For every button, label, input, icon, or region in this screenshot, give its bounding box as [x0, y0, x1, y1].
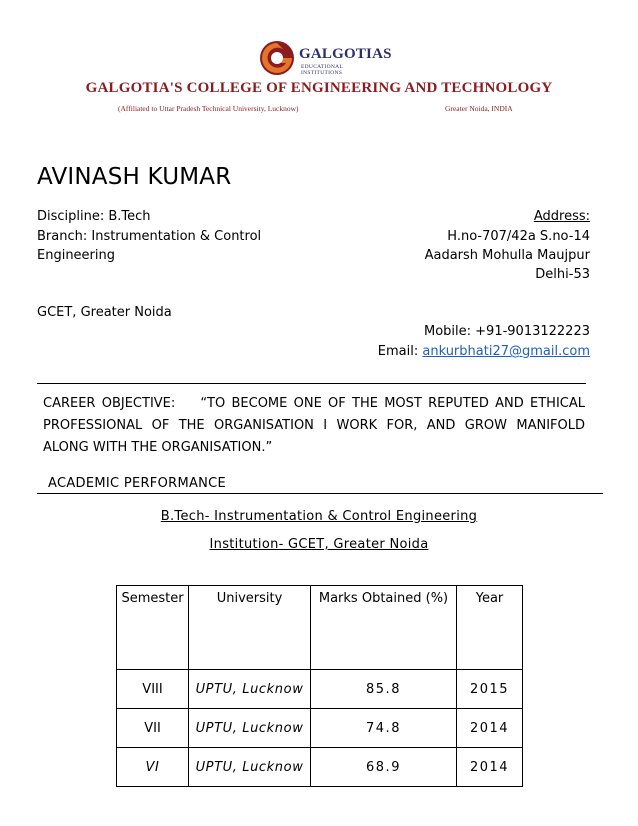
- year-cell: 2014: [457, 709, 523, 748]
- col-semester: Semester: [117, 586, 189, 670]
- discipline: Discipline: B.Tech: [37, 209, 151, 224]
- address-line-1: H.no-707/42a S.no-14: [447, 229, 590, 244]
- address-line-2: Aadarsh Mohulla Maujpur: [424, 248, 590, 263]
- address-line-3: Delhi-53: [535, 267, 590, 282]
- table-row: [117, 709, 523, 748]
- marks-cell: 74.8: [311, 709, 457, 748]
- objective-text: “TO BECOME ONE OF THE MOST REPUTED AND ETHICAL PROFESSIONAL OF THE ORGANISATION I WORK FOR, AND GROW MANIFOLD ALONG WITH THE ORGANISATION.”: [43, 396, 585, 455]
- address-heading: Address:: [533, 209, 590, 224]
- email-label: Email:: [377, 344, 423, 359]
- marks-cell: 85.8: [311, 670, 457, 709]
- objective-label: CAREER OBJECTIVE:: [43, 396, 176, 411]
- college-logo: [255, 38, 392, 78]
- career-objective: [43, 393, 585, 455]
- table-row: [117, 670, 523, 709]
- email-line: [378, 344, 590, 359]
- academic-table: [116, 585, 523, 787]
- logo-subtitle: EDUCATIONAL INSTITUTIONS: [301, 64, 343, 76]
- university-cell: UPTU, Lucknow: [189, 709, 311, 748]
- mobile-number: Mobile: +91-9013122223: [424, 324, 590, 339]
- academic-heading: ACADEMIC PERFORMANCE: [48, 476, 227, 491]
- year-cell: 2014: [457, 748, 523, 787]
- section-divider: [37, 383, 586, 384]
- semester-cell: VII: [117, 709, 189, 748]
- course-title: B.Tech- Instrumentation & Control Engineering: [160, 509, 478, 524]
- year-cell: 2015: [457, 670, 523, 709]
- table-header-row: [117, 586, 523, 670]
- table-row: [117, 748, 523, 787]
- col-marks: Marks Obtained (%): [311, 586, 457, 670]
- semester-cell: VI: [117, 748, 189, 787]
- institution-title: Institution- GCET, Greater Noida: [209, 537, 429, 552]
- semester-cell: VIII: [117, 670, 189, 709]
- academic-divider: [37, 493, 603, 494]
- college-short: GCET, Greater Noida: [37, 305, 172, 320]
- branch: Branch: Instrumentation & Control: [37, 229, 262, 244]
- col-year: Year: [457, 586, 523, 670]
- university-cell: UPTU, Lucknow: [189, 748, 311, 787]
- college-title: GALGOTIA'S COLLEGE OF ENGINEERING AND TECHNOLOGY: [85, 80, 553, 96]
- logo-name: GALGOTIAS: [299, 46, 392, 62]
- university-cell: UPTU, Lucknow: [189, 670, 311, 709]
- galgotias-logo-icon: [259, 40, 295, 76]
- affiliation-text: (Affiliated to Uttar Pradesh Technical University, Lucknow): [118, 104, 299, 113]
- email-link[interactable]: ankurbhati27@gmail.com: [422, 344, 590, 359]
- col-university: University: [189, 586, 311, 670]
- branch-continued: Engineering: [37, 248, 115, 263]
- college-location: Greater Noida, INDIA: [445, 104, 513, 113]
- candidate-name: AVINASH KUMAR: [37, 164, 232, 190]
- marks-cell: 68.9: [311, 748, 457, 787]
